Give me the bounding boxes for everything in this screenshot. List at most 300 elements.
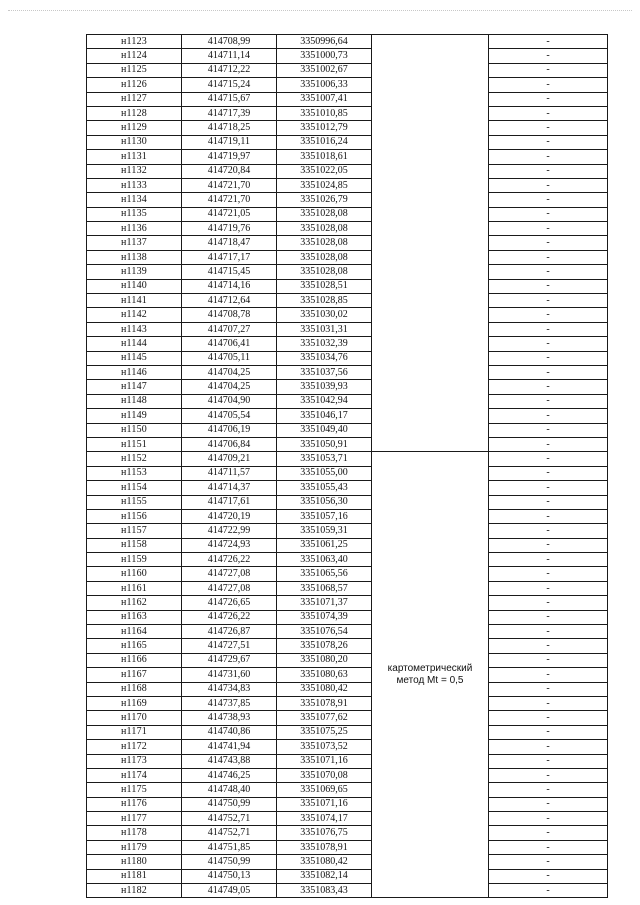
error-cell: -	[489, 740, 608, 754]
table-row	[87, 711, 608, 725]
error-cell: -	[489, 509, 608, 523]
table-row	[87, 207, 608, 221]
table-row	[87, 768, 608, 782]
table-row	[87, 682, 608, 696]
point-id-cell: н1126	[87, 78, 182, 92]
x-coordinate-cell: 414731,60	[182, 668, 277, 682]
x-coordinate-cell: 414726,65	[182, 596, 277, 610]
y-coordinate-cell: 3351012,79	[277, 121, 372, 135]
point-id-cell: н1131	[87, 150, 182, 164]
x-coordinate-cell: 414706,84	[182, 437, 277, 451]
point-id-cell: н1132	[87, 164, 182, 178]
y-coordinate-cell: 3351028,85	[277, 294, 372, 308]
table-row	[87, 639, 608, 653]
point-id-cell: н1158	[87, 538, 182, 552]
table-row	[87, 452, 608, 466]
y-coordinate-cell: 3351080,63	[277, 668, 372, 682]
y-coordinate-cell: 3351071,16	[277, 797, 372, 811]
y-coordinate-cell: 3351006,33	[277, 78, 372, 92]
table-row	[87, 322, 608, 336]
point-id-cell: н1124	[87, 49, 182, 63]
x-coordinate-cell: 414738,93	[182, 711, 277, 725]
table-row	[87, 437, 608, 451]
table-row	[87, 869, 608, 883]
y-coordinate-cell: 3351034,76	[277, 351, 372, 365]
y-coordinate-cell: 3351010,85	[277, 106, 372, 120]
x-coordinate-cell: 414751,85	[182, 840, 277, 854]
error-cell: -	[489, 495, 608, 509]
point-id-cell: н1135	[87, 207, 182, 221]
point-id-cell: н1125	[87, 63, 182, 77]
point-id-cell: н1149	[87, 409, 182, 423]
y-coordinate-cell: 3351042,94	[277, 394, 372, 408]
table-row	[87, 365, 608, 379]
error-cell: -	[489, 725, 608, 739]
point-id-cell: н1166	[87, 653, 182, 667]
point-id-cell: н1139	[87, 265, 182, 279]
point-id-cell: н1123	[87, 35, 182, 49]
x-coordinate-cell: 414711,57	[182, 466, 277, 480]
x-coordinate-cell: 414719,76	[182, 222, 277, 236]
table-row	[87, 812, 608, 826]
x-coordinate-cell: 414726,87	[182, 625, 277, 639]
table-row	[87, 135, 608, 149]
point-id-cell: н1165	[87, 639, 182, 653]
error-cell: -	[489, 855, 608, 869]
error-cell: -	[489, 452, 608, 466]
point-id-cell: н1181	[87, 869, 182, 883]
table-row	[87, 466, 608, 480]
y-coordinate-cell: 3351078,91	[277, 696, 372, 710]
table-row	[87, 394, 608, 408]
error-cell: -	[489, 265, 608, 279]
y-coordinate-cell: 3351073,52	[277, 740, 372, 754]
x-coordinate-cell: 414718,25	[182, 121, 277, 135]
point-id-cell: н1168	[87, 682, 182, 696]
method-cell-empty	[372, 35, 489, 452]
error-cell: -	[489, 351, 608, 365]
scan-artifact-line	[8, 10, 632, 11]
table-row	[87, 380, 608, 394]
point-id-cell: н1152	[87, 452, 182, 466]
y-coordinate-cell: 3351028,08	[277, 250, 372, 264]
error-cell: -	[489, 553, 608, 567]
table-row	[87, 150, 608, 164]
coordinates-table-body	[87, 35, 608, 898]
point-id-cell: н1179	[87, 840, 182, 854]
error-cell: -	[489, 437, 608, 451]
y-coordinate-cell: 3351007,41	[277, 92, 372, 106]
table-row	[87, 653, 608, 667]
x-coordinate-cell: 414715,45	[182, 265, 277, 279]
error-cell: -	[489, 279, 608, 293]
x-coordinate-cell: 414719,97	[182, 150, 277, 164]
y-coordinate-cell: 3351055,43	[277, 481, 372, 495]
point-id-cell: н1157	[87, 524, 182, 538]
error-cell: -	[489, 812, 608, 826]
table-row	[87, 279, 608, 293]
y-coordinate-cell: 3351070,08	[277, 768, 372, 782]
point-id-cell: н1154	[87, 481, 182, 495]
x-coordinate-cell: 414707,27	[182, 322, 277, 336]
y-coordinate-cell: 3351074,17	[277, 812, 372, 826]
error-cell: -	[489, 668, 608, 682]
point-id-cell: н1137	[87, 236, 182, 250]
x-coordinate-cell: 414708,78	[182, 308, 277, 322]
point-id-cell: н1163	[87, 610, 182, 624]
error-cell: -	[489, 92, 608, 106]
error-cell: -	[489, 826, 608, 840]
error-cell: -	[489, 394, 608, 408]
x-coordinate-cell: 414704,25	[182, 380, 277, 394]
table-row	[87, 178, 608, 192]
table-row	[87, 567, 608, 581]
table-row	[87, 49, 608, 63]
y-coordinate-cell: 3351024,85	[277, 178, 372, 192]
x-coordinate-cell: 414708,99	[182, 35, 277, 49]
x-coordinate-cell: 414727,08	[182, 567, 277, 581]
y-coordinate-cell: 3351078,26	[277, 639, 372, 653]
error-cell: -	[489, 682, 608, 696]
x-coordinate-cell: 414721,05	[182, 207, 277, 221]
error-cell: -	[489, 150, 608, 164]
error-cell: -	[489, 696, 608, 710]
y-coordinate-cell: 3351030,02	[277, 308, 372, 322]
table-row	[87, 351, 608, 365]
y-coordinate-cell: 3351069,65	[277, 783, 372, 797]
y-coordinate-cell: 3351018,61	[277, 150, 372, 164]
table-row	[87, 625, 608, 639]
x-coordinate-cell: 414706,19	[182, 423, 277, 437]
table-row	[87, 481, 608, 495]
table-row	[87, 106, 608, 120]
error-cell: -	[489, 524, 608, 538]
x-coordinate-cell: 414722,99	[182, 524, 277, 538]
error-cell: -	[489, 797, 608, 811]
error-cell: -	[489, 625, 608, 639]
x-coordinate-cell: 414743,88	[182, 754, 277, 768]
x-coordinate-cell: 414715,67	[182, 92, 277, 106]
x-coordinate-cell: 414711,14	[182, 49, 277, 63]
point-id-cell: н1138	[87, 250, 182, 264]
y-coordinate-cell: 3351059,31	[277, 524, 372, 538]
point-id-cell: н1153	[87, 466, 182, 480]
error-cell: -	[489, 869, 608, 883]
x-coordinate-cell: 414709,21	[182, 452, 277, 466]
y-coordinate-cell: 3351082,14	[277, 869, 372, 883]
table-row	[87, 754, 608, 768]
error-cell: -	[489, 409, 608, 423]
error-cell: -	[489, 49, 608, 63]
x-coordinate-cell: 414750,13	[182, 869, 277, 883]
error-cell: -	[489, 365, 608, 379]
point-id-cell: н1172	[87, 740, 182, 754]
point-id-cell: н1134	[87, 193, 182, 207]
y-coordinate-cell: 3351080,42	[277, 682, 372, 696]
x-coordinate-cell: 414750,99	[182, 855, 277, 869]
point-id-cell: н1147	[87, 380, 182, 394]
x-coordinate-cell: 414714,16	[182, 279, 277, 293]
y-coordinate-cell: 3351049,40	[277, 423, 372, 437]
table-row	[87, 250, 608, 264]
point-id-cell: н1177	[87, 812, 182, 826]
point-id-cell: н1140	[87, 279, 182, 293]
table-row	[87, 337, 608, 351]
x-coordinate-cell: 414752,71	[182, 812, 277, 826]
method-cell	[372, 452, 489, 898]
point-id-cell: н1128	[87, 106, 182, 120]
x-coordinate-cell: 414727,51	[182, 639, 277, 653]
error-cell: -	[489, 380, 608, 394]
error-cell: -	[489, 610, 608, 624]
y-coordinate-cell: 3351083,43	[277, 884, 372, 898]
table-row	[87, 164, 608, 178]
table-row	[87, 35, 608, 49]
point-id-cell: н1180	[87, 855, 182, 869]
error-cell: -	[489, 222, 608, 236]
method-line-2: метод Mt = 0,5	[396, 674, 464, 686]
error-cell: -	[489, 207, 608, 221]
coordinates-table	[86, 34, 608, 898]
y-coordinate-cell: 3351028,08	[277, 207, 372, 221]
x-coordinate-cell: 414740,86	[182, 725, 277, 739]
x-coordinate-cell: 414704,90	[182, 394, 277, 408]
error-cell: -	[489, 78, 608, 92]
error-cell: -	[489, 121, 608, 135]
x-coordinate-cell: 414726,22	[182, 553, 277, 567]
table-row	[87, 308, 608, 322]
y-coordinate-cell: 3351039,93	[277, 380, 372, 394]
y-coordinate-cell: 3351076,75	[277, 826, 372, 840]
y-coordinate-cell: 3351077,62	[277, 711, 372, 725]
point-id-cell: н1143	[87, 322, 182, 336]
error-cell: -	[489, 35, 608, 49]
x-coordinate-cell: 414705,11	[182, 351, 277, 365]
y-coordinate-cell: 3351053,71	[277, 452, 372, 466]
x-coordinate-cell: 414719,11	[182, 135, 277, 149]
point-id-cell: н1151	[87, 437, 182, 451]
point-id-cell: н1130	[87, 135, 182, 149]
table-row	[87, 596, 608, 610]
point-id-cell: н1173	[87, 754, 182, 768]
error-cell: -	[489, 164, 608, 178]
error-cell: -	[489, 308, 608, 322]
y-coordinate-cell: 3351078,91	[277, 840, 372, 854]
y-coordinate-cell: 3351046,17	[277, 409, 372, 423]
y-coordinate-cell: 3351074,39	[277, 610, 372, 624]
table-row	[87, 855, 608, 869]
x-coordinate-cell: 414712,22	[182, 63, 277, 77]
error-cell: -	[489, 63, 608, 77]
table-row	[87, 840, 608, 854]
table-row	[87, 495, 608, 509]
y-coordinate-cell: 3351068,57	[277, 581, 372, 595]
y-coordinate-cell: 3351028,08	[277, 222, 372, 236]
table-row	[87, 668, 608, 682]
table-row	[87, 193, 608, 207]
table-row	[87, 797, 608, 811]
error-cell: -	[489, 106, 608, 120]
y-coordinate-cell: 3351026,79	[277, 193, 372, 207]
table-row	[87, 121, 608, 135]
y-coordinate-cell: 3351050,91	[277, 437, 372, 451]
table-row	[87, 610, 608, 624]
y-coordinate-cell: 3351002,67	[277, 63, 372, 77]
table-row	[87, 509, 608, 523]
y-coordinate-cell: 3351037,56	[277, 365, 372, 379]
error-cell: -	[489, 294, 608, 308]
table-row	[87, 265, 608, 279]
error-cell: -	[489, 466, 608, 480]
x-coordinate-cell: 414720,19	[182, 509, 277, 523]
error-cell: -	[489, 538, 608, 552]
x-coordinate-cell: 414734,83	[182, 682, 277, 696]
error-cell: -	[489, 481, 608, 495]
point-id-cell: н1170	[87, 711, 182, 725]
error-cell: -	[489, 754, 608, 768]
error-cell: -	[489, 581, 608, 595]
x-coordinate-cell: 414748,40	[182, 783, 277, 797]
y-coordinate-cell: 3350996,64	[277, 35, 372, 49]
point-id-cell: н1176	[87, 797, 182, 811]
point-id-cell: н1182	[87, 884, 182, 898]
point-id-cell: н1156	[87, 509, 182, 523]
point-id-cell: н1145	[87, 351, 182, 365]
table-row	[87, 524, 608, 538]
table-row	[87, 423, 608, 437]
error-cell: -	[489, 178, 608, 192]
point-id-cell: н1169	[87, 696, 182, 710]
table-row	[87, 826, 608, 840]
point-id-cell: н1178	[87, 826, 182, 840]
point-id-cell: н1167	[87, 668, 182, 682]
error-cell: -	[489, 711, 608, 725]
x-coordinate-cell: 414750,99	[182, 797, 277, 811]
point-id-cell: н1133	[87, 178, 182, 192]
x-coordinate-cell: 414721,70	[182, 193, 277, 207]
y-coordinate-cell: 3351000,73	[277, 49, 372, 63]
point-id-cell: н1174	[87, 768, 182, 782]
error-cell: -	[489, 322, 608, 336]
y-coordinate-cell: 3351028,08	[277, 265, 372, 279]
point-id-cell: н1162	[87, 596, 182, 610]
y-coordinate-cell: 3351056,30	[277, 495, 372, 509]
x-coordinate-cell: 414712,64	[182, 294, 277, 308]
error-cell: -	[489, 596, 608, 610]
point-id-cell: н1160	[87, 567, 182, 581]
point-id-cell: н1127	[87, 92, 182, 106]
table-row	[87, 294, 608, 308]
y-coordinate-cell: 3351032,39	[277, 337, 372, 351]
x-coordinate-cell: 414729,67	[182, 653, 277, 667]
error-cell: -	[489, 783, 608, 797]
table-row	[87, 884, 608, 898]
x-coordinate-cell: 414720,84	[182, 164, 277, 178]
x-coordinate-cell: 414727,08	[182, 581, 277, 595]
x-coordinate-cell: 414726,22	[182, 610, 277, 624]
x-coordinate-cell: 414714,37	[182, 481, 277, 495]
point-id-cell: н1161	[87, 581, 182, 595]
y-coordinate-cell: 3351071,16	[277, 754, 372, 768]
error-cell: -	[489, 423, 608, 437]
y-coordinate-cell: 3351057,16	[277, 509, 372, 523]
y-coordinate-cell: 3351031,31	[277, 322, 372, 336]
point-id-cell: н1136	[87, 222, 182, 236]
y-coordinate-cell: 3351075,25	[277, 725, 372, 739]
x-coordinate-cell: 414737,85	[182, 696, 277, 710]
error-cell: -	[489, 337, 608, 351]
point-id-cell: н1171	[87, 725, 182, 739]
error-cell: -	[489, 567, 608, 581]
table-row	[87, 538, 608, 552]
point-id-cell: н1129	[87, 121, 182, 135]
point-id-cell: н1141	[87, 294, 182, 308]
y-coordinate-cell: 3351076,54	[277, 625, 372, 639]
y-coordinate-cell: 3351016,24	[277, 135, 372, 149]
x-coordinate-cell: 414706,41	[182, 337, 277, 351]
x-coordinate-cell: 414717,39	[182, 106, 277, 120]
error-cell: -	[489, 653, 608, 667]
error-cell: -	[489, 250, 608, 264]
x-coordinate-cell: 414752,71	[182, 826, 277, 840]
x-coordinate-cell: 414705,54	[182, 409, 277, 423]
x-coordinate-cell: 414718,47	[182, 236, 277, 250]
table-row	[87, 236, 608, 250]
y-coordinate-cell: 3351071,37	[277, 596, 372, 610]
x-coordinate-cell: 414715,24	[182, 78, 277, 92]
point-id-cell: н1150	[87, 423, 182, 437]
x-coordinate-cell: 414704,25	[182, 365, 277, 379]
x-coordinate-cell: 414749,05	[182, 884, 277, 898]
table-row	[87, 740, 608, 754]
table-row	[87, 696, 608, 710]
point-id-cell: н1144	[87, 337, 182, 351]
x-coordinate-cell: 414717,17	[182, 250, 277, 264]
y-coordinate-cell: 3351028,08	[277, 236, 372, 250]
error-cell: -	[489, 236, 608, 250]
table-row	[87, 78, 608, 92]
point-id-cell: н1159	[87, 553, 182, 567]
x-coordinate-cell: 414717,61	[182, 495, 277, 509]
table-row	[87, 553, 608, 567]
point-id-cell: н1164	[87, 625, 182, 639]
error-cell: -	[489, 884, 608, 898]
error-cell: -	[489, 193, 608, 207]
x-coordinate-cell: 414721,70	[182, 178, 277, 192]
table-row	[87, 63, 608, 77]
x-coordinate-cell: 414746,25	[182, 768, 277, 782]
y-coordinate-cell: 3351022,05	[277, 164, 372, 178]
point-id-cell: н1148	[87, 394, 182, 408]
y-coordinate-cell: 3351055,00	[277, 466, 372, 480]
y-coordinate-cell: 3351063,40	[277, 553, 372, 567]
point-id-cell: н1146	[87, 365, 182, 379]
table-row	[87, 783, 608, 797]
point-id-cell: н1155	[87, 495, 182, 509]
y-coordinate-cell: 3351080,20	[277, 653, 372, 667]
x-coordinate-cell: 414741,94	[182, 740, 277, 754]
error-cell: -	[489, 639, 608, 653]
error-cell: -	[489, 768, 608, 782]
y-coordinate-cell: 3351080,42	[277, 855, 372, 869]
table-row	[87, 581, 608, 595]
table-row	[87, 725, 608, 739]
y-coordinate-cell: 3351028,51	[277, 279, 372, 293]
point-id-cell: н1175	[87, 783, 182, 797]
table-row	[87, 92, 608, 106]
error-cell: -	[489, 840, 608, 854]
y-coordinate-cell: 3351061,25	[277, 538, 372, 552]
